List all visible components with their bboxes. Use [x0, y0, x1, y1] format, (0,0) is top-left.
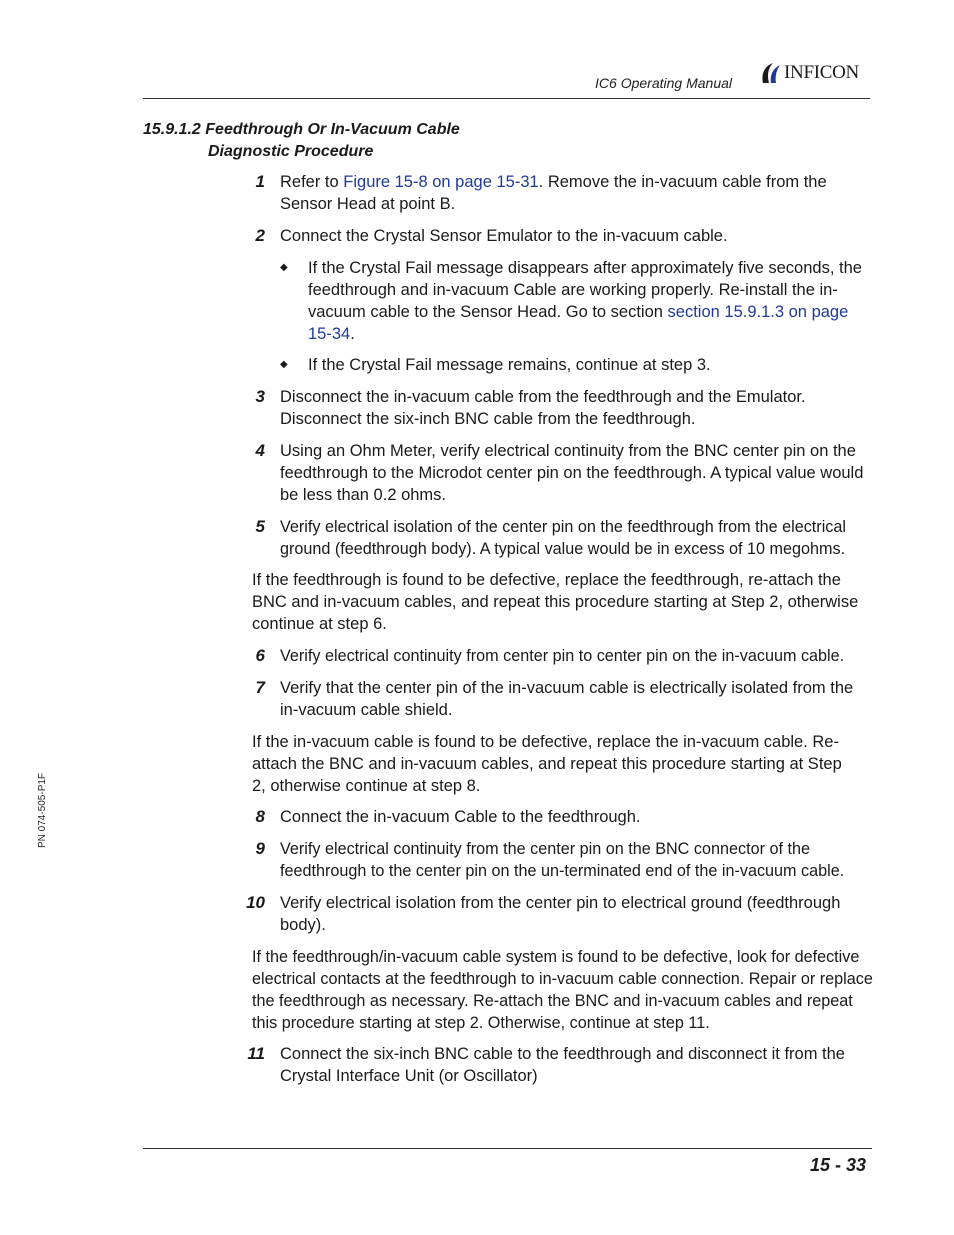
- step-text: Connect the Crystal Sensor Emulator to the in-vacuum cable.: [280, 227, 728, 245]
- step-text: Verify electrical isolation from the center pin to electrical ground (feedthrough body).: [280, 894, 841, 934]
- step-number: 6: [255, 646, 265, 665]
- step-text: [280, 171, 875, 215]
- step-text: Connect the six-inch BNC cable to the feedthrough and disconnect it from the Crystal Interface Unit (or Oscillator): [280, 1045, 845, 1085]
- step-text: Connect the in-vacuum Cable to the feedthrough.: [280, 808, 641, 826]
- figure-link[interactable]: Figure 15-8 on page 15-31: [343, 173, 539, 191]
- step-text: Verify electrical continuity from center pin to center pin on the in-vacuum cable.: [280, 647, 845, 665]
- inficon-logo: [760, 60, 872, 86]
- step-number: 11: [247, 1044, 265, 1063]
- logo-text: INFICON: [784, 62, 859, 83]
- part-number: PN 074-505-P1F: [37, 772, 48, 848]
- step-number: 5: [255, 517, 265, 536]
- step-text: Disconnect the in-vacuum cable from the feedthrough and the Emulator. Disconnect the six-inch BNC cable from the feedthrough.: [280, 388, 806, 428]
- footer-rule: [143, 1148, 872, 1149]
- step-text-post: . Remove the in-vacuum cable from the Sensor Head at point B.: [280, 173, 827, 213]
- step-number: 9: [255, 839, 265, 858]
- step-number: 1: [255, 172, 265, 191]
- bullet-text-pre: If the Crystal Fail message disappears after approximately five seconds, the feedthrough and in-vacuum Cable are working properly. Re-install the in-vacuum cable to the Sensor Head. Go to section: [308, 259, 862, 321]
- inficon-logo-icon: [760, 61, 782, 85]
- section-title-line1: 15.9.1.2 Feedthrough Or In-Vacuum Cable: [143, 121, 460, 138]
- diamond-bullet-icon: ◆: [280, 359, 288, 370]
- step-text: Verify electrical continuity from the center pin on the BNC connector of the feedthrough to the center pin on the un-terminated end of the in-vacuum cable.: [280, 840, 845, 880]
- step-text: Verify electrical isolation of the center pin on the feedthrough from the electrical ground (feedthrough body). A typical value would be in excess of 10 megohms.: [280, 518, 846, 558]
- header-rule: [143, 98, 870, 99]
- bullet-text: If the Crystal Fail message remains, continue at step 3.: [308, 356, 711, 374]
- body-paragraph: If the feedthrough is found to be defective, replace the feedthrough, re-attach the BNC and in-vacuum cables, and repeat this procedure starting at Step 2, otherwise continue at step 6.: [252, 571, 859, 633]
- section-link[interactable]: section 15.9.1.3 on page 15-34: [308, 303, 849, 343]
- section-heading: [143, 119, 460, 163]
- page-number: 15 - 33: [809, 1155, 866, 1175]
- step-number: 7: [255, 678, 265, 697]
- step-number: 4: [255, 441, 265, 460]
- diamond-bullet-icon: ◆: [280, 262, 288, 273]
- body-paragraph: If the in-vacuum cable is found to be defective, replace the in-vacuum cable. Re-attach the BNC and in-vacuum cables, and repeat this procedure starting at Step 2, otherwise continue at step 8.: [252, 733, 842, 795]
- bullet-text: [308, 257, 873, 345]
- bullet-text-post: .: [350, 325, 355, 343]
- section-title-line2: Diagnostic Procedure: [208, 143, 374, 160]
- step-text-pre: Refer to: [280, 173, 344, 191]
- step-number: 2: [255, 226, 265, 245]
- manual-title: IC6 Operating Manual: [595, 75, 732, 91]
- step-text: Verify that the center pin of the in-vacuum cable is electrically isolated from the in-vacuum cable shield.: [280, 679, 854, 719]
- body-paragraph: If the feedthrough/in-vacuum cable system is found to be defective, look for defective electrical contacts at the feedthrough to in-vacuum cable connection. Repair or replace the feedthrough as necessary. Re-attach the BNC and in-vacuum cables and repeat this procedure starting at step 2. Otherwise, continue at step 11.: [252, 948, 873, 1032]
- step-number: 3: [255, 387, 265, 406]
- step-number: 8: [255, 807, 265, 826]
- step-text: Using an Ohm Meter, verify electrical continuity from the BNC center pin on the feedthrough to the Microdot center pin on the feedthrough. A typical value would be less than 0.2 ohms.: [280, 442, 864, 504]
- step-number: 10: [246, 893, 265, 912]
